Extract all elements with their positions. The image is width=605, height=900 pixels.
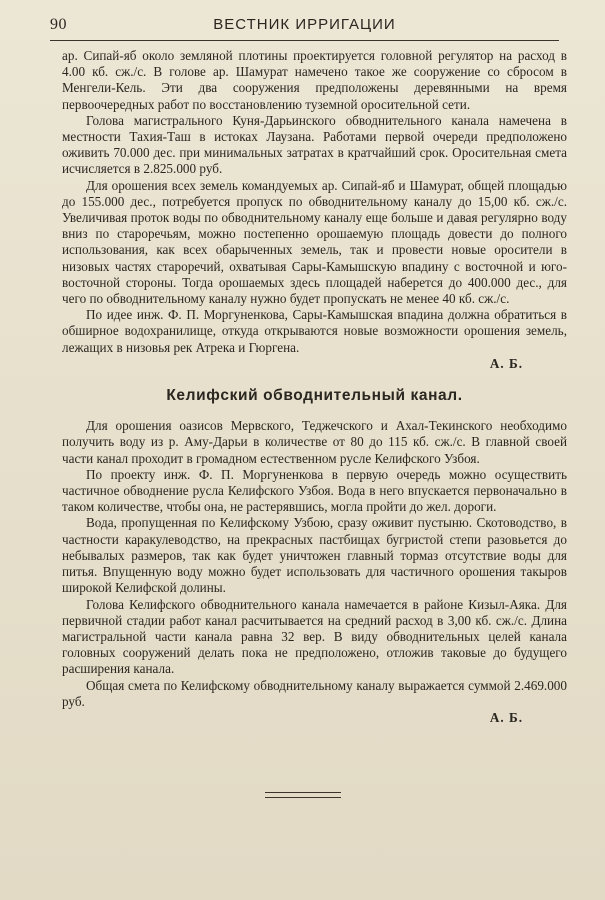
running-head (50, 12, 559, 41)
journal-title: ВЕСТНИК ИРРИГАЦИИ (213, 16, 396, 33)
paragraph: По проекту инж. Ф. П. Моргуненкова в первую очередь можно осуществить частичное обводнение русла Келифского Узбоя. Вода в него впускается первоначально в таком количестве, чтобы она, не растерявшись, могла пройти до жел. дороги. (62, 466, 567, 515)
paragraph: Голова магистрального Куня-Дарьинского обводнительного канала намечена в местности Тахия-Таш в истоках Лаузана. Работами первой очереди предположено оживить 70.000 дес. при минимальных затратах в кратчайший срок. Оросительная смета исчисляется в 2.825.000 руб. (62, 112, 567, 177)
paragraph: Для орошения всех земель командуемых ар. Сипай-яб и Шамурат, общей площадью до 155.000 дес., потребуется пропуск по обводнительному каналу до 15,00 кб. сж./с. Увеличивая проток воды по обводнительному каналу еще больше и давая регулярно воду вниз по староречьям, можно постепенно орошаемую площадь довести до полного использования, как всех обарыченных земель, так и провести новые оросители в низовых частях староречий, охватывая Сары-Камышскую впадину с восточной и юго-восточной стороны. Тогда орошаемых здесь площадей наберется до 400.000 дес., для чего по обводнительному каналу нужно будет пропускать не менее 40 кб. сж./с. (62, 177, 567, 307)
section-heading: Келифский обводнительный канал. (166, 387, 463, 405)
paragraph: Голова Келифского обводнительного канала намечается в районе Кизыл-Аяка. Для первичной стадии работ канал расчитывается на средний расход в 3,00 кб. сж./с. Длина магистральной части канала равна 32 вер. В виду обводнительных целей канала головных сооружений делать пока не предположено, отложив таковые до будущего расширения канала. (62, 596, 567, 677)
paragraph (62, 678, 567, 710)
paragraph: Для орошения оазисов Мервского, Теджечского и Ахал-Текинского необходимо получить воду из р. Аму-Дарьи в количестве от 80 до 115 кб. сж./с. В главной своей части канал проходит в громадном естественном русле Келифского Узбоя. (62, 418, 567, 466)
page-number: 90 (50, 16, 67, 33)
paragraph: По идее инж. Ф. П. Моргуненкова, Сары-Камышская впадина должна обратиться в обширное водохранилище, откуда открываются новые возможности орошения земель, лежащих в низовья рек Атрека и Гюргена. (62, 307, 567, 355)
end-divider (265, 792, 341, 798)
author-signature: А. Б. (489, 709, 523, 725)
paragraph: Вода, пропущенная по Келифскому Узбою, сразу оживит пустыню. Скотоводство, в частности каракулеводство, на прекрасных пастбищах бугристой степи разовьется до небывалых размеров, так как будет уничтожен главный тормаз отсутствие воды для питья. Впущенную воду можно будет использовать для частичного орошения такыров широкой Келифской долины. (62, 515, 567, 596)
closing-sentence: Общая смета по Келифскому обводнительному каналу выражается суммой 2.469.000 руб. (62, 677, 567, 709)
paragraph: ар. Сипай-яб около земляной плотины проектируется головной регулятор на расход в 4.00 кб. сж./с. В голове ар. Шамурат намечено такое же сооружение со сбросом в Менгели-Кель. Эти два сооружения предположены деревянными на время первоочередных работ по восстановлению туземной оросительной сети. (62, 48, 567, 112)
author-signature: А. Б. (489, 355, 523, 371)
article-body (62, 48, 567, 726)
